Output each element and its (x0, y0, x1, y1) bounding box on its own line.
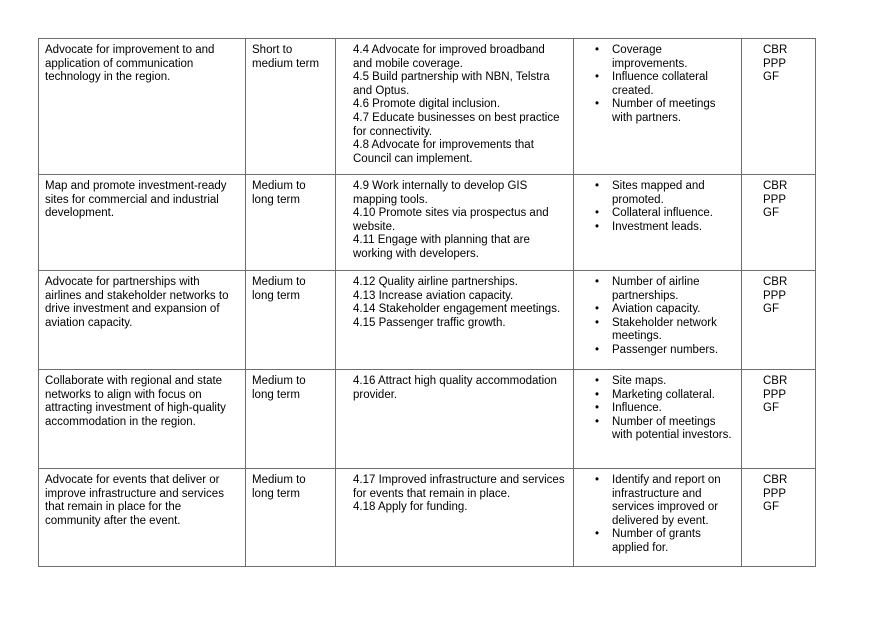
actions-cell (336, 469, 574, 567)
partner-code: GF (763, 402, 779, 415)
indicator-text: Number of airline partnerships. (612, 276, 700, 302)
action-item: 4.15 Passenger traffic growth. (353, 316, 506, 329)
indicator-text: Number of grants applied for. (612, 528, 701, 554)
timeframe-cell: Medium to long term (246, 370, 336, 469)
indicator-text: Collateral influence. (612, 207, 714, 220)
indicator-item (580, 276, 735, 303)
objective-cell: Advocate for improvement to and application of communication technology in the region. (39, 39, 246, 175)
indicator-text: Passenger numbers. (612, 343, 719, 356)
table-row (39, 271, 816, 370)
bullet-icon: • (595, 375, 600, 387)
action-item: 4.12 Quality airline partnerships. (353, 276, 518, 288)
indicator-text: Sites mapped and promoted. (612, 180, 705, 206)
indicator-item (580, 71, 735, 98)
partner-code: CBR (763, 276, 788, 288)
action-item: 4.8 Advocate for improvements that Council can implement. (353, 139, 534, 165)
indicator-item (580, 402, 735, 416)
partner-code: GF (763, 207, 779, 220)
table-row (39, 39, 816, 175)
objective-cell: Advocate for events that deliver or improve infrastructure and services that remain in place for the community after the event. (39, 469, 246, 567)
indicators-cell (574, 271, 742, 370)
partner-code: PPP (763, 193, 787, 206)
action-item: 4.16 Attract high quality accommodation provider. (353, 375, 557, 401)
indicator-item (580, 474, 735, 528)
indicator-item (580, 207, 735, 221)
indicators-cell (574, 469, 742, 567)
indicator-text: Identify and report on infrastructure and services improved or delivered by event. (612, 474, 721, 527)
action-item: 4.10 Promote sites via prospectus and website. (353, 207, 549, 233)
partner-code: PPP (763, 57, 787, 70)
bullet-icon: • (595, 474, 600, 486)
bullet-icon: • (595, 276, 600, 288)
partner-code: GF (763, 71, 779, 84)
indicator-item (580, 98, 735, 125)
partner-code: CBR (763, 375, 788, 387)
partner-code: GF (763, 303, 779, 316)
indicator-item (580, 44, 735, 71)
objective-cell: Collaborate with regional and state networks to align with focus on attracting investment of high-quality accommodation in the region. (39, 370, 246, 469)
bullet-icon: • (595, 388, 600, 401)
action-item: 4.17 Improved infrastructure and services for events that remain in place. (353, 474, 565, 500)
objective-cell: Advocate for partnerships with airlines and stakeholder networks to drive investment and expansion of aviation capacity. (39, 271, 246, 370)
actions-cell (336, 370, 574, 469)
table-row (39, 469, 816, 567)
indicator-text: Stakeholder network meetings. (612, 316, 717, 343)
partner-code: PPP (763, 388, 787, 401)
action-item: 4.13 Increase aviation capacity. (353, 289, 514, 302)
timeframe-cell: Short to medium term (246, 39, 336, 175)
indicator-list (580, 276, 735, 358)
actions-cell (336, 39, 574, 175)
indicator-item (580, 528, 735, 555)
indicator-item (580, 344, 735, 358)
indicators-cell (574, 39, 742, 175)
timeframe-cell: Medium to long term (246, 469, 336, 567)
indicator-text: Site maps. (612, 375, 667, 387)
partner-code: CBR (763, 44, 788, 56)
bullet-icon: • (595, 303, 600, 316)
table-row (39, 175, 816, 271)
indicator-item (580, 303, 735, 317)
indicators-cell (574, 370, 742, 469)
action-item: 4.18 Apply for funding. (353, 501, 468, 514)
action-item: 4.4 Advocate for improved broadband and mobile coverage. (353, 44, 545, 70)
timeframe-cell: Medium to long term (246, 175, 336, 271)
indicator-item (580, 375, 735, 389)
indicator-item (580, 221, 735, 235)
partners-cell (742, 39, 816, 175)
indicator-text: Marketing collateral. (612, 388, 715, 401)
partner-code: PPP (763, 487, 787, 500)
action-item: 4.9 Work internally to develop GIS mapping tools. (353, 180, 528, 206)
table-row (39, 370, 816, 469)
partners-cell (742, 370, 816, 469)
action-item: 4.6 Promote digital inclusion. (353, 98, 501, 111)
action-item: 4.7 Educate businesses on best practice for connectivity. (353, 111, 560, 138)
bullet-icon: • (595, 528, 600, 541)
bullet-icon: • (595, 44, 600, 56)
indicator-text: Aviation capacity. (612, 303, 701, 316)
indicator-item (580, 416, 735, 443)
partner-code: GF (763, 501, 779, 514)
action-item: 4.5 Build partnership with NBN, Telstra and Optus. (353, 71, 550, 97)
action-item: 4.11 Engage with planning that are working with developers. (353, 234, 530, 260)
indicator-item (580, 389, 735, 403)
indicator-list (580, 44, 735, 126)
indicator-text: Number of meetings with partners. (612, 98, 716, 124)
partners-cell (742, 175, 816, 271)
indicator-list (580, 375, 735, 443)
indicator-text: Number of meetings with potential investors. (612, 415, 732, 442)
actions-cell (336, 271, 574, 370)
indicator-list (580, 180, 735, 234)
action-item: 4.14 Stakeholder engagement meetings. (353, 303, 561, 316)
partner-code: PPP (763, 289, 787, 302)
indicator-text: Influence. (612, 402, 662, 415)
indicator-text: Coverage improvements. (612, 44, 688, 70)
indicator-text: Investment leads. (612, 220, 703, 233)
indicator-text: Influence collateral created. (612, 71, 708, 97)
indicator-item (580, 317, 735, 344)
timeframe-cell: Medium to long term (246, 271, 336, 370)
bullet-icon: • (595, 180, 600, 192)
partners-cell (742, 469, 816, 567)
partner-code: CBR (763, 180, 788, 192)
indicator-list (580, 474, 735, 556)
bullet-icon: • (595, 402, 600, 415)
partner-code: CBR (763, 474, 788, 486)
indicators-cell (574, 175, 742, 271)
bullet-icon: • (595, 415, 600, 428)
objective-cell: Map and promote investment-ready sites for commercial and industrial development. (39, 175, 246, 271)
partners-cell (742, 271, 816, 370)
bullet-icon: • (595, 220, 600, 233)
bullet-icon: • (595, 71, 600, 84)
indicator-item (580, 180, 735, 207)
table-body (39, 39, 816, 567)
action-plan-table (38, 38, 816, 567)
bullet-icon: • (595, 316, 600, 329)
bullet-icon: • (595, 207, 600, 220)
bullet-icon: • (595, 98, 600, 111)
bullet-icon: • (595, 343, 600, 356)
actions-cell (336, 175, 574, 271)
